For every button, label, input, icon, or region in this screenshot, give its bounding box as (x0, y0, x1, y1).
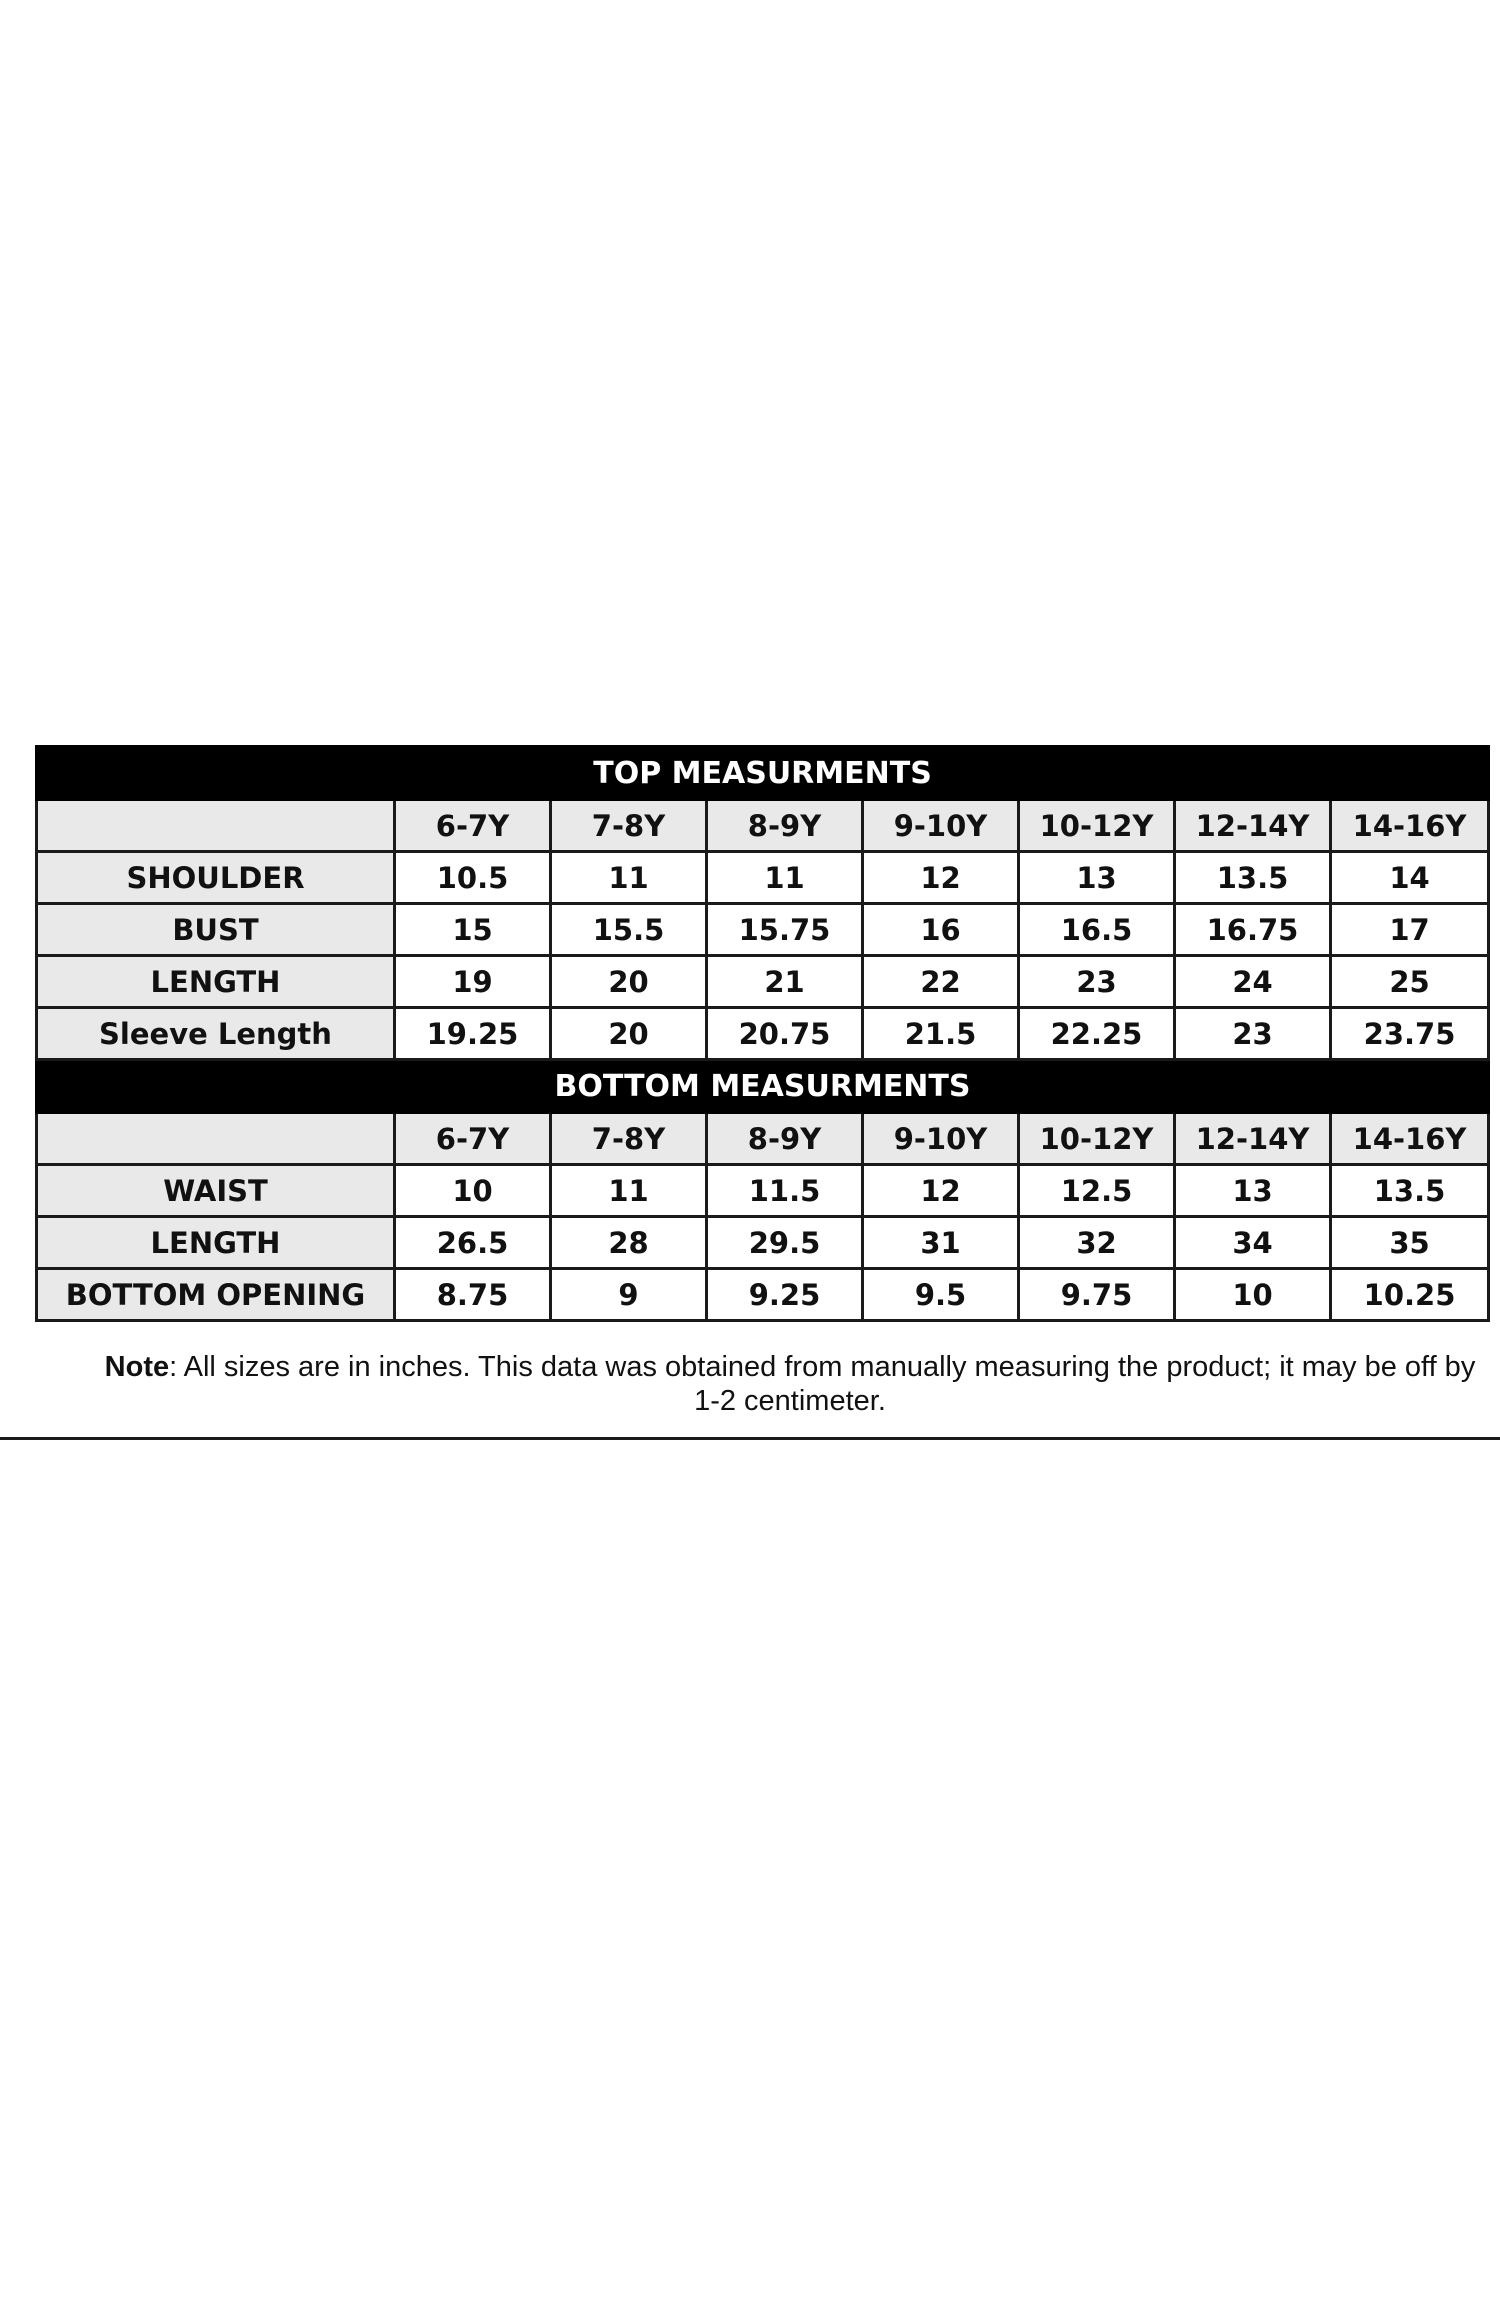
measurement-cell: 29.5 (707, 1217, 863, 1269)
size-header-cell: 10-12Y (1019, 800, 1175, 852)
note-text: : All sizes are in inches. This data was obtained from manually measuring the product; it may be off by 1-2 centimeter. (169, 1351, 1476, 1417)
corner-cell (37, 1113, 395, 1165)
measurement-cell: 23 (1019, 956, 1175, 1008)
measurement-cell: 14 (1331, 852, 1489, 904)
table-row (37, 1217, 1489, 1269)
measurement-cell: 11 (707, 852, 863, 904)
size-header-cell: 9-10Y (863, 1113, 1019, 1165)
size-header-cell: 7-8Y (551, 1113, 707, 1165)
size-header-cell: 8-9Y (707, 1113, 863, 1165)
measurement-cell: 13.5 (1331, 1165, 1489, 1217)
measurement-cell: 10 (395, 1165, 551, 1217)
measurement-cell: 20 (551, 1008, 707, 1060)
measurement-cell: 26.5 (395, 1217, 551, 1269)
measurement-cell: 13 (1175, 1165, 1331, 1217)
measurement-cell: 21.5 (863, 1008, 1019, 1060)
measurement-cell: 28 (551, 1217, 707, 1269)
measurement-cell: 12.5 (1019, 1165, 1175, 1217)
measurement-cell: 31 (863, 1217, 1019, 1269)
table-row (37, 1269, 1489, 1321)
measurement-cell: 9.5 (863, 1269, 1019, 1321)
note (90, 1350, 1490, 1418)
measurement-cell: 32 (1019, 1217, 1175, 1269)
measurement-cell: 13 (1019, 852, 1175, 904)
table-row (37, 1008, 1489, 1060)
table-row (37, 852, 1489, 904)
size-header-cell: 7-8Y (551, 800, 707, 852)
table-row (37, 1165, 1489, 1217)
measurement-cell: 34 (1175, 1217, 1331, 1269)
measurement-cell: 16.5 (1019, 904, 1175, 956)
measurement-cell: 12 (863, 852, 1019, 904)
size-header-cell: 9-10Y (863, 800, 1019, 852)
measurement-cell: 20 (551, 956, 707, 1008)
measurement-cell: 35 (1331, 1217, 1489, 1269)
size-table (35, 745, 1490, 1322)
measurement-cell: 10.5 (395, 852, 551, 904)
measurement-cell: 9.75 (1019, 1269, 1175, 1321)
size-header-cell: 14-16Y (1331, 800, 1489, 852)
measurement-cell: 22.25 (1019, 1008, 1175, 1060)
measurement-cell: 10.25 (1331, 1269, 1489, 1321)
bottom-size-header-row (37, 1113, 1489, 1165)
size-header-cell: 10-12Y (1019, 1113, 1175, 1165)
corner-cell (37, 800, 395, 852)
row-label: Sleeve Length (37, 1008, 395, 1060)
measurement-cell: 19 (395, 956, 551, 1008)
measurement-cell: 8.75 (395, 1269, 551, 1321)
measurement-cell: 15.5 (551, 904, 707, 956)
top-section-title: TOP MEASURMENTS (37, 747, 1489, 800)
measurement-cell: 19.25 (395, 1008, 551, 1060)
size-header-cell: 12-14Y (1175, 800, 1331, 852)
size-header-cell: 6-7Y (395, 800, 551, 852)
top-size-header-row (37, 800, 1489, 852)
measurement-cell: 9.25 (707, 1269, 863, 1321)
measurement-cell: 9 (551, 1269, 707, 1321)
row-label: LENGTH (37, 1217, 395, 1269)
measurement-cell: 15.75 (707, 904, 863, 956)
row-label: BOTTOM OPENING (37, 1269, 395, 1321)
row-label: SHOULDER (37, 852, 395, 904)
measurement-cell: 21 (707, 956, 863, 1008)
measurement-cell: 15 (395, 904, 551, 956)
size-header-cell: 14-16Y (1331, 1113, 1489, 1165)
measurement-cell: 16 (863, 904, 1019, 956)
measurement-cell: 16.75 (1175, 904, 1331, 956)
bottom-section-header (37, 1060, 1489, 1113)
measurement-cell: 11 (551, 1165, 707, 1217)
measurement-cell: 12 (863, 1165, 1019, 1217)
measurement-cell: 25 (1331, 956, 1489, 1008)
size-header-cell: 12-14Y (1175, 1113, 1331, 1165)
measurement-cell: 13.5 (1175, 852, 1331, 904)
table-body (37, 747, 1489, 1321)
size-chart (35, 745, 1487, 1322)
size-header-cell: 8-9Y (707, 800, 863, 852)
measurement-cell: 23 (1175, 1008, 1331, 1060)
measurement-cell: 10 (1175, 1269, 1331, 1321)
top-section-header (37, 747, 1489, 800)
row-label: WAIST (37, 1165, 395, 1217)
table-row (37, 904, 1489, 956)
measurement-cell: 11.5 (707, 1165, 863, 1217)
note-label: Note (104, 1351, 170, 1383)
divider (0, 1437, 1500, 1440)
size-header-cell: 6-7Y (395, 1113, 551, 1165)
table-row (37, 956, 1489, 1008)
measurement-cell: 17 (1331, 904, 1489, 956)
row-label: LENGTH (37, 956, 395, 1008)
row-label: BUST (37, 904, 395, 956)
measurement-cell: 22 (863, 956, 1019, 1008)
measurement-cell: 24 (1175, 956, 1331, 1008)
bottom-section-title: BOTTOM MEASURMENTS (37, 1060, 1489, 1113)
measurement-cell: 20.75 (707, 1008, 863, 1060)
measurement-cell: 23.75 (1331, 1008, 1489, 1060)
measurement-cell: 11 (551, 852, 707, 904)
